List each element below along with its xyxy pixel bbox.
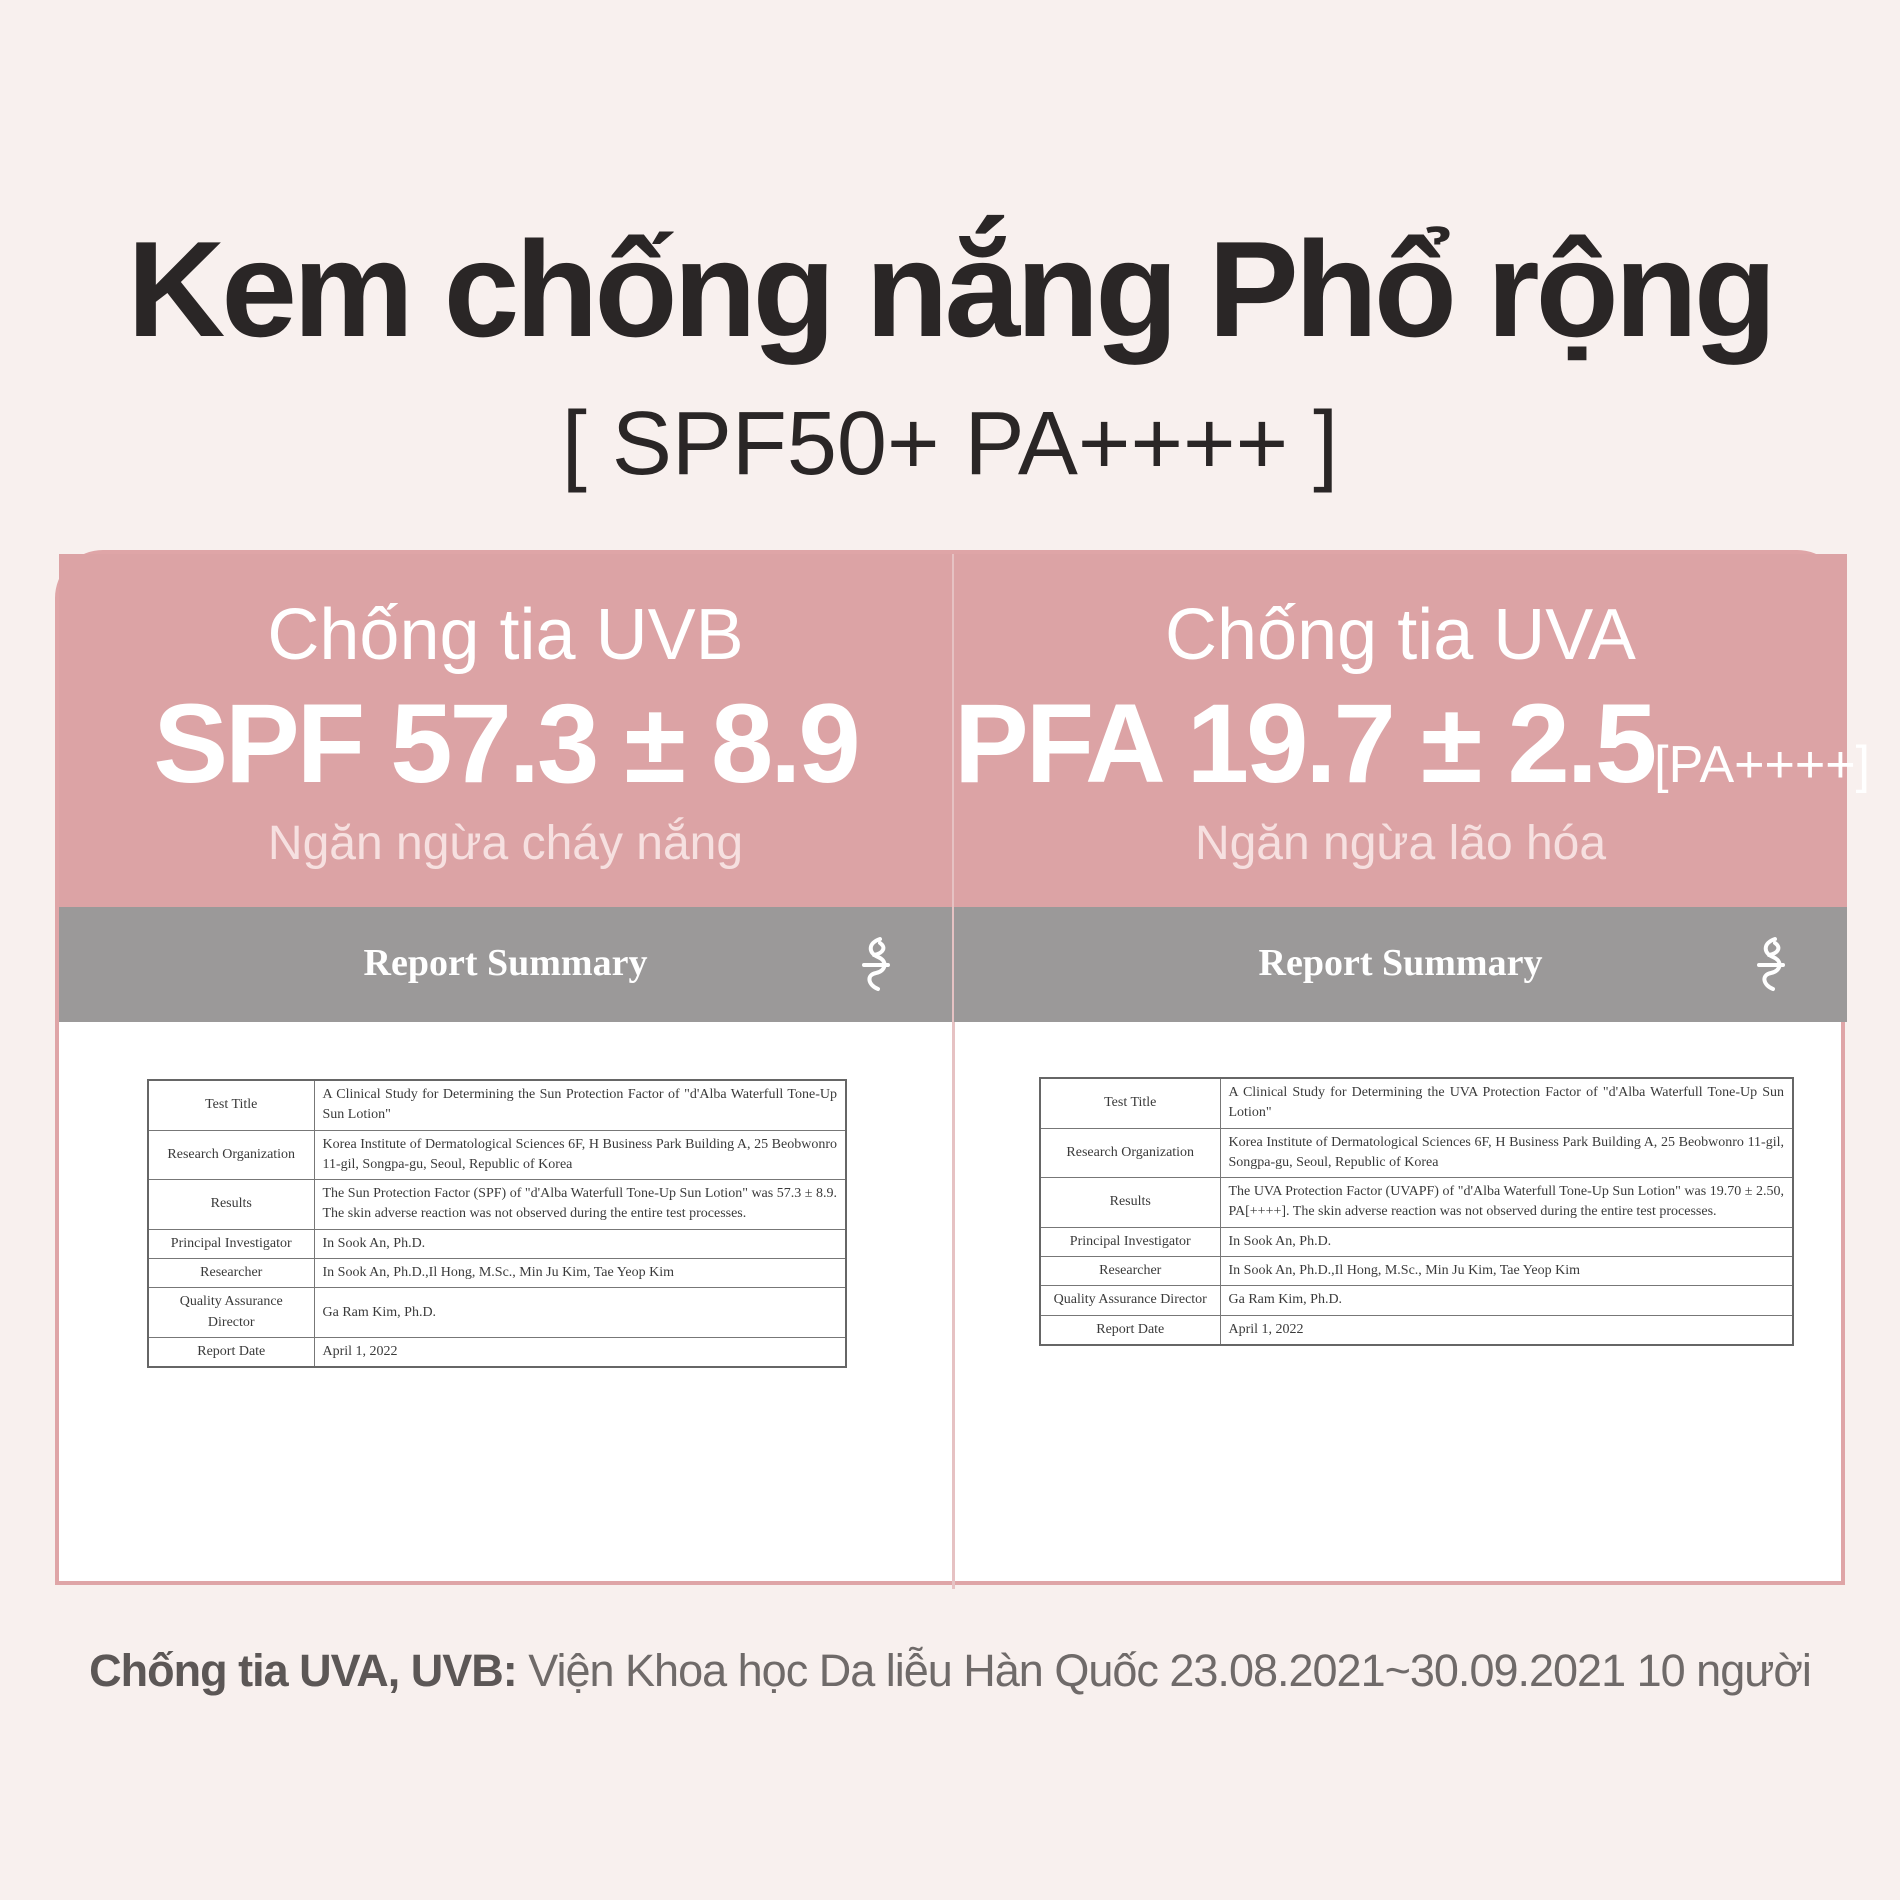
row-value: Korea Institute of Dermatological Sciences 6F, H Business Park Building A, 25 Beobwonro 11-gil, Songpa-gu, Seoul, Republic of Korea	[314, 1130, 846, 1180]
uva-header	[954, 554, 1871, 907]
row-key: Researcher	[1040, 1257, 1220, 1286]
uvb-caption: Ngăn ngừa cháy nắng	[267, 817, 744, 870]
uva-report-table	[1039, 1077, 1794, 1346]
row-value: A Clinical Study for Determining the UVA Protection Factor of "d'Alba Waterfull Tone-Up Sun Lotion"	[1220, 1078, 1793, 1128]
footer-text: Viện Khoa học Da liễu Hàn Quốc 23.08.2021~30.09.2021 10 người	[516, 1645, 1811, 1696]
table-row	[1040, 1078, 1793, 1128]
uvb-report-bar	[59, 907, 952, 1022]
uva-column	[954, 554, 1871, 1589]
uva-value-main: PFA 19.7 ± 2.5	[954, 681, 1655, 806]
row-value: Ga Ram Kim, Ph.D.	[314, 1288, 846, 1338]
table-row	[148, 1080, 846, 1130]
table-row	[148, 1337, 846, 1367]
row-key: Results	[1040, 1178, 1220, 1228]
row-key: Report Date	[148, 1337, 314, 1367]
uvb-value	[59, 679, 952, 808]
uvb-header	[59, 554, 952, 907]
table-row	[1040, 1286, 1793, 1315]
row-value: Ga Ram Kim, Ph.D.	[1220, 1286, 1793, 1315]
table-row	[1040, 1178, 1793, 1228]
uva-report-bar	[954, 907, 1847, 1022]
table-row	[148, 1288, 846, 1338]
row-value: In Sook An, Ph.D.	[314, 1229, 846, 1258]
dalba-logo-icon	[858, 935, 894, 995]
page-title: Kem chống nắng Phổ rộng	[127, 213, 1773, 365]
row-value: April 1, 2022	[314, 1337, 846, 1367]
row-value: A Clinical Study for Determining the Sun Protection Factor of "d'Alba Waterfull Tone-Up Sun Lotion"	[314, 1080, 846, 1130]
row-key: Quality Assurance Director	[1040, 1286, 1220, 1315]
uvb-report-table	[147, 1079, 847, 1368]
page-subtitle: [ SPF50+ PA++++ ]	[561, 394, 1339, 494]
row-key: Results	[148, 1180, 314, 1230]
row-value: April 1, 2022	[1220, 1315, 1793, 1345]
footer-bold: Chống tia UVA, UVB:	[89, 1645, 517, 1696]
row-value: In Sook An, Ph.D.,Il Hong, M.Sc., Min Ju Kim, Tae Yeop Kim	[314, 1259, 846, 1288]
table-row	[148, 1130, 846, 1180]
row-key: Research Organization	[148, 1130, 314, 1180]
table-row	[1040, 1315, 1793, 1345]
row-key: Report Date	[1040, 1315, 1220, 1345]
uva-value-suffix: [PA++++]	[1654, 736, 1871, 794]
row-value: The Sun Protection Factor (SPF) of "d'Alba Waterfull Tone-Up Sun Lotion" was 57.3 ± 8.9. The skin adverse reaction was not observed during the entire test processes.	[314, 1180, 846, 1230]
row-value: Korea Institute of Dermatological Sciences 6F, H Business Park Building A, 25 Beobwonro 11-gil, Songpa-gu, Seoul, Republic of Korea	[1220, 1128, 1793, 1178]
uvb-value-main: SPF 57.3 ± 8.9	[153, 681, 858, 806]
row-key: Quality Assurance Director	[148, 1288, 314, 1338]
table-row	[148, 1180, 846, 1230]
row-key: Test Title	[148, 1080, 314, 1130]
dalba-logo-icon	[1753, 935, 1789, 995]
uva-caption: Ngăn ngừa lão hóa	[1194, 817, 1607, 870]
row-key: Research Organization	[1040, 1128, 1220, 1178]
table-row	[1040, 1128, 1793, 1178]
row-key: Principal Investigator	[1040, 1227, 1220, 1256]
row-value: The UVA Protection Factor (UVAPF) of "d'Alba Waterfull Tone-Up Sun Lotion" was 19.70 ± 2.50, PA[++++]. The skin adverse reaction was not observed during the entire test processes.	[1220, 1178, 1793, 1228]
row-key: Test Title	[1040, 1078, 1220, 1128]
table-row	[148, 1229, 846, 1258]
comparison-panel	[55, 550, 1871, 1585]
row-key: Researcher	[148, 1259, 314, 1288]
row-key: Principal Investigator	[148, 1229, 314, 1258]
footer-note	[0, 1645, 1900, 1697]
table-row	[1040, 1227, 1793, 1256]
table-row	[1040, 1257, 1793, 1286]
uva-heading: Chống tia UVA	[1165, 595, 1636, 675]
uvb-heading: Chống tia UVB	[267, 595, 744, 675]
uva-value	[954, 679, 1871, 808]
row-value: In Sook An, Ph.D.	[1220, 1227, 1793, 1256]
uvb-report-title: Report Summary	[363, 942, 648, 984]
uva-report-title: Report Summary	[1258, 942, 1543, 984]
uvb-column	[59, 554, 952, 1589]
row-value: In Sook An, Ph.D.,Il Hong, M.Sc., Min Ju Kim, Tae Yeop Kim	[1220, 1257, 1793, 1286]
table-row	[148, 1259, 846, 1288]
